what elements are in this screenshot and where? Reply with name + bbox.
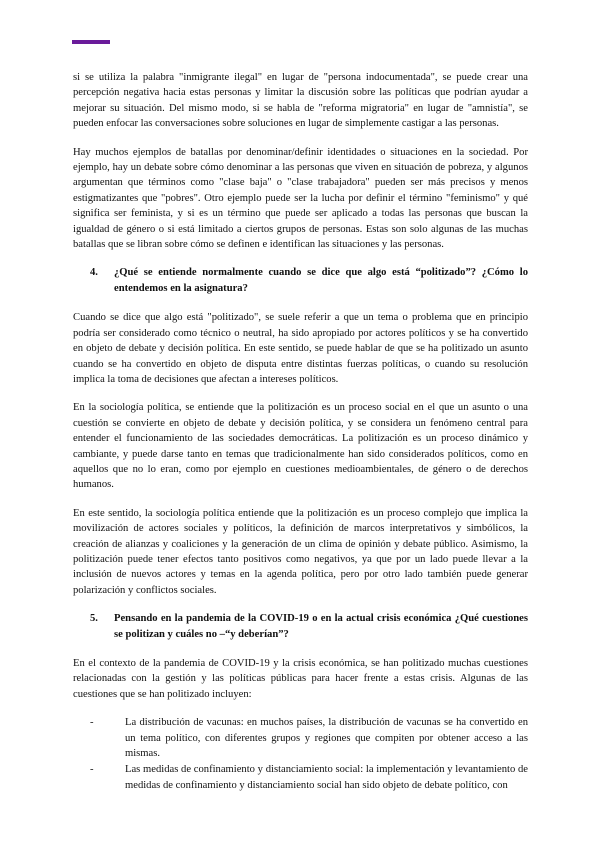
section-heading-4 bbox=[73, 265, 528, 296]
list-dash: - bbox=[90, 764, 94, 776]
body-paragraph: En este sentido, la sociología política entiende que la politización es un proceso complejo que implica la movilización de actores sociales y políticos, la definición de marcos interpretativos y simbólicos, la creación de alianzas y coaliciones y la generación de un clima de opinión y debate público. Asimismo, la politización puede tener efectos tanto positivos como negativos, ya que por un lado puede llevar a la inclusión de nuevos actores y temas en la agenda política, pero por otro lado también puede generar polarización y conflictos sociales. bbox=[73, 507, 528, 596]
list-dash: - bbox=[90, 717, 94, 729]
body-paragraph: si se utiliza la palabra "inmigrante ilegal" en lugar de "persona indocumentada", se puede crear una percepción negativa hacia estas personas y limitar la discusión sobre las políticas que podrían ayudar a mejorar su situación. Del mismo modo, si se habla de "reforma migratoria" en lugar de "amnistía", se pueden enfocar las conversaciones sobre soluciones en lugar de simplemente castigar a las personas. bbox=[73, 72, 528, 130]
heading-text: ¿Qué se entiende normalmente cuando se dice que algo está “politizado”? ¿Cómo lo entendemos en la asignatura? bbox=[114, 267, 528, 294]
body-paragraph: Hay muchos ejemplos de batallas por denominar/definir identidades o situaciones en la sociedad. Por ejemplo, hay un debate sobre cómo denominar a las personas que viven en situación de pobreza, y algunos argumentan que términos como "clase baja" o "clase trabajadora" pueden ser más precisos y menos estigmatizantes que "pobres". Otro ejemplo puede ser la lucha por definir el término "feminismo" y qué significa ser feminista, y si es un término que puede ser aplicado a todas las personas que buscan la igualdad de género o si está limitado a ciertos grupos de personas. Estas son solo algunas de las muchas batallas que se libran sobre cómo se definen e identifican las situaciones y las personas. bbox=[73, 146, 528, 251]
heading-number: 5. bbox=[90, 613, 98, 625]
document-body bbox=[73, 70, 528, 794]
body-paragraph: Cuando se dice que algo está "politizado", se suele referir a que un tema o problema que en principio podría ser considerado como técnico o neutral, ha sido apropiado por actores políticos y se ha convertido en objeto de debate y decisión política. En este sentido, se puede hablar de que se ha politizado un asunto cuando se ha convertido en objeto de disputa entre distintas fuerzas políticas, o cuando su resolución implica la toma de decisiones que afectan a intereses políticos. bbox=[73, 312, 528, 385]
list-item bbox=[73, 762, 528, 793]
list-item-text: La distribución de vacunas: en muchos países, la distribución de vacunas se ha convertido en un tema político, con diferentes grupos y regiones que compiten por obtener acceso a las mismas. bbox=[125, 717, 528, 760]
list-item-text: Las medidas de confinamiento y distanciamiento social: la implementación y levantamiento de medidas de confinamiento y distanciamiento social han sido objeto de debate político, con bbox=[125, 764, 528, 791]
list-item bbox=[73, 715, 528, 761]
heading-text: Pensando en la pandemia de la COVID-19 o en la actual crisis económica ¿Qué cuestiones se politizan y cuáles no –“y deberían”? bbox=[114, 613, 528, 640]
section-heading-5 bbox=[73, 611, 528, 642]
bullet-list bbox=[73, 715, 528, 793]
accent-bar bbox=[72, 40, 110, 44]
heading-number: 4. bbox=[90, 267, 98, 279]
body-paragraph: En el contexto de la pandemia de COVID-19 y la crisis económica, se han politizado muchas cuestiones relacionadas con la gestión y las políticas públicas para hacer frente a estas crisis. Algunas de las cuestiones que se han politizado incluyen: bbox=[73, 658, 528, 700]
body-paragraph: En la sociología política, se entiende que la politización es un proceso social en el que un asunto o una cuestión se convierte en objeto de debate y decisión política, y se considera un fenómeno central para entender el funcionamiento de las sociedades democráticas. La politización es un proceso dinámico y cambiante, y puede darse tanto en temas que tradicionalmente han sido considerados políticos, como en aquellos que no lo eran, como por ejemplo en cuestiones medioambientales, de género o de derechos humanos. bbox=[73, 402, 528, 491]
